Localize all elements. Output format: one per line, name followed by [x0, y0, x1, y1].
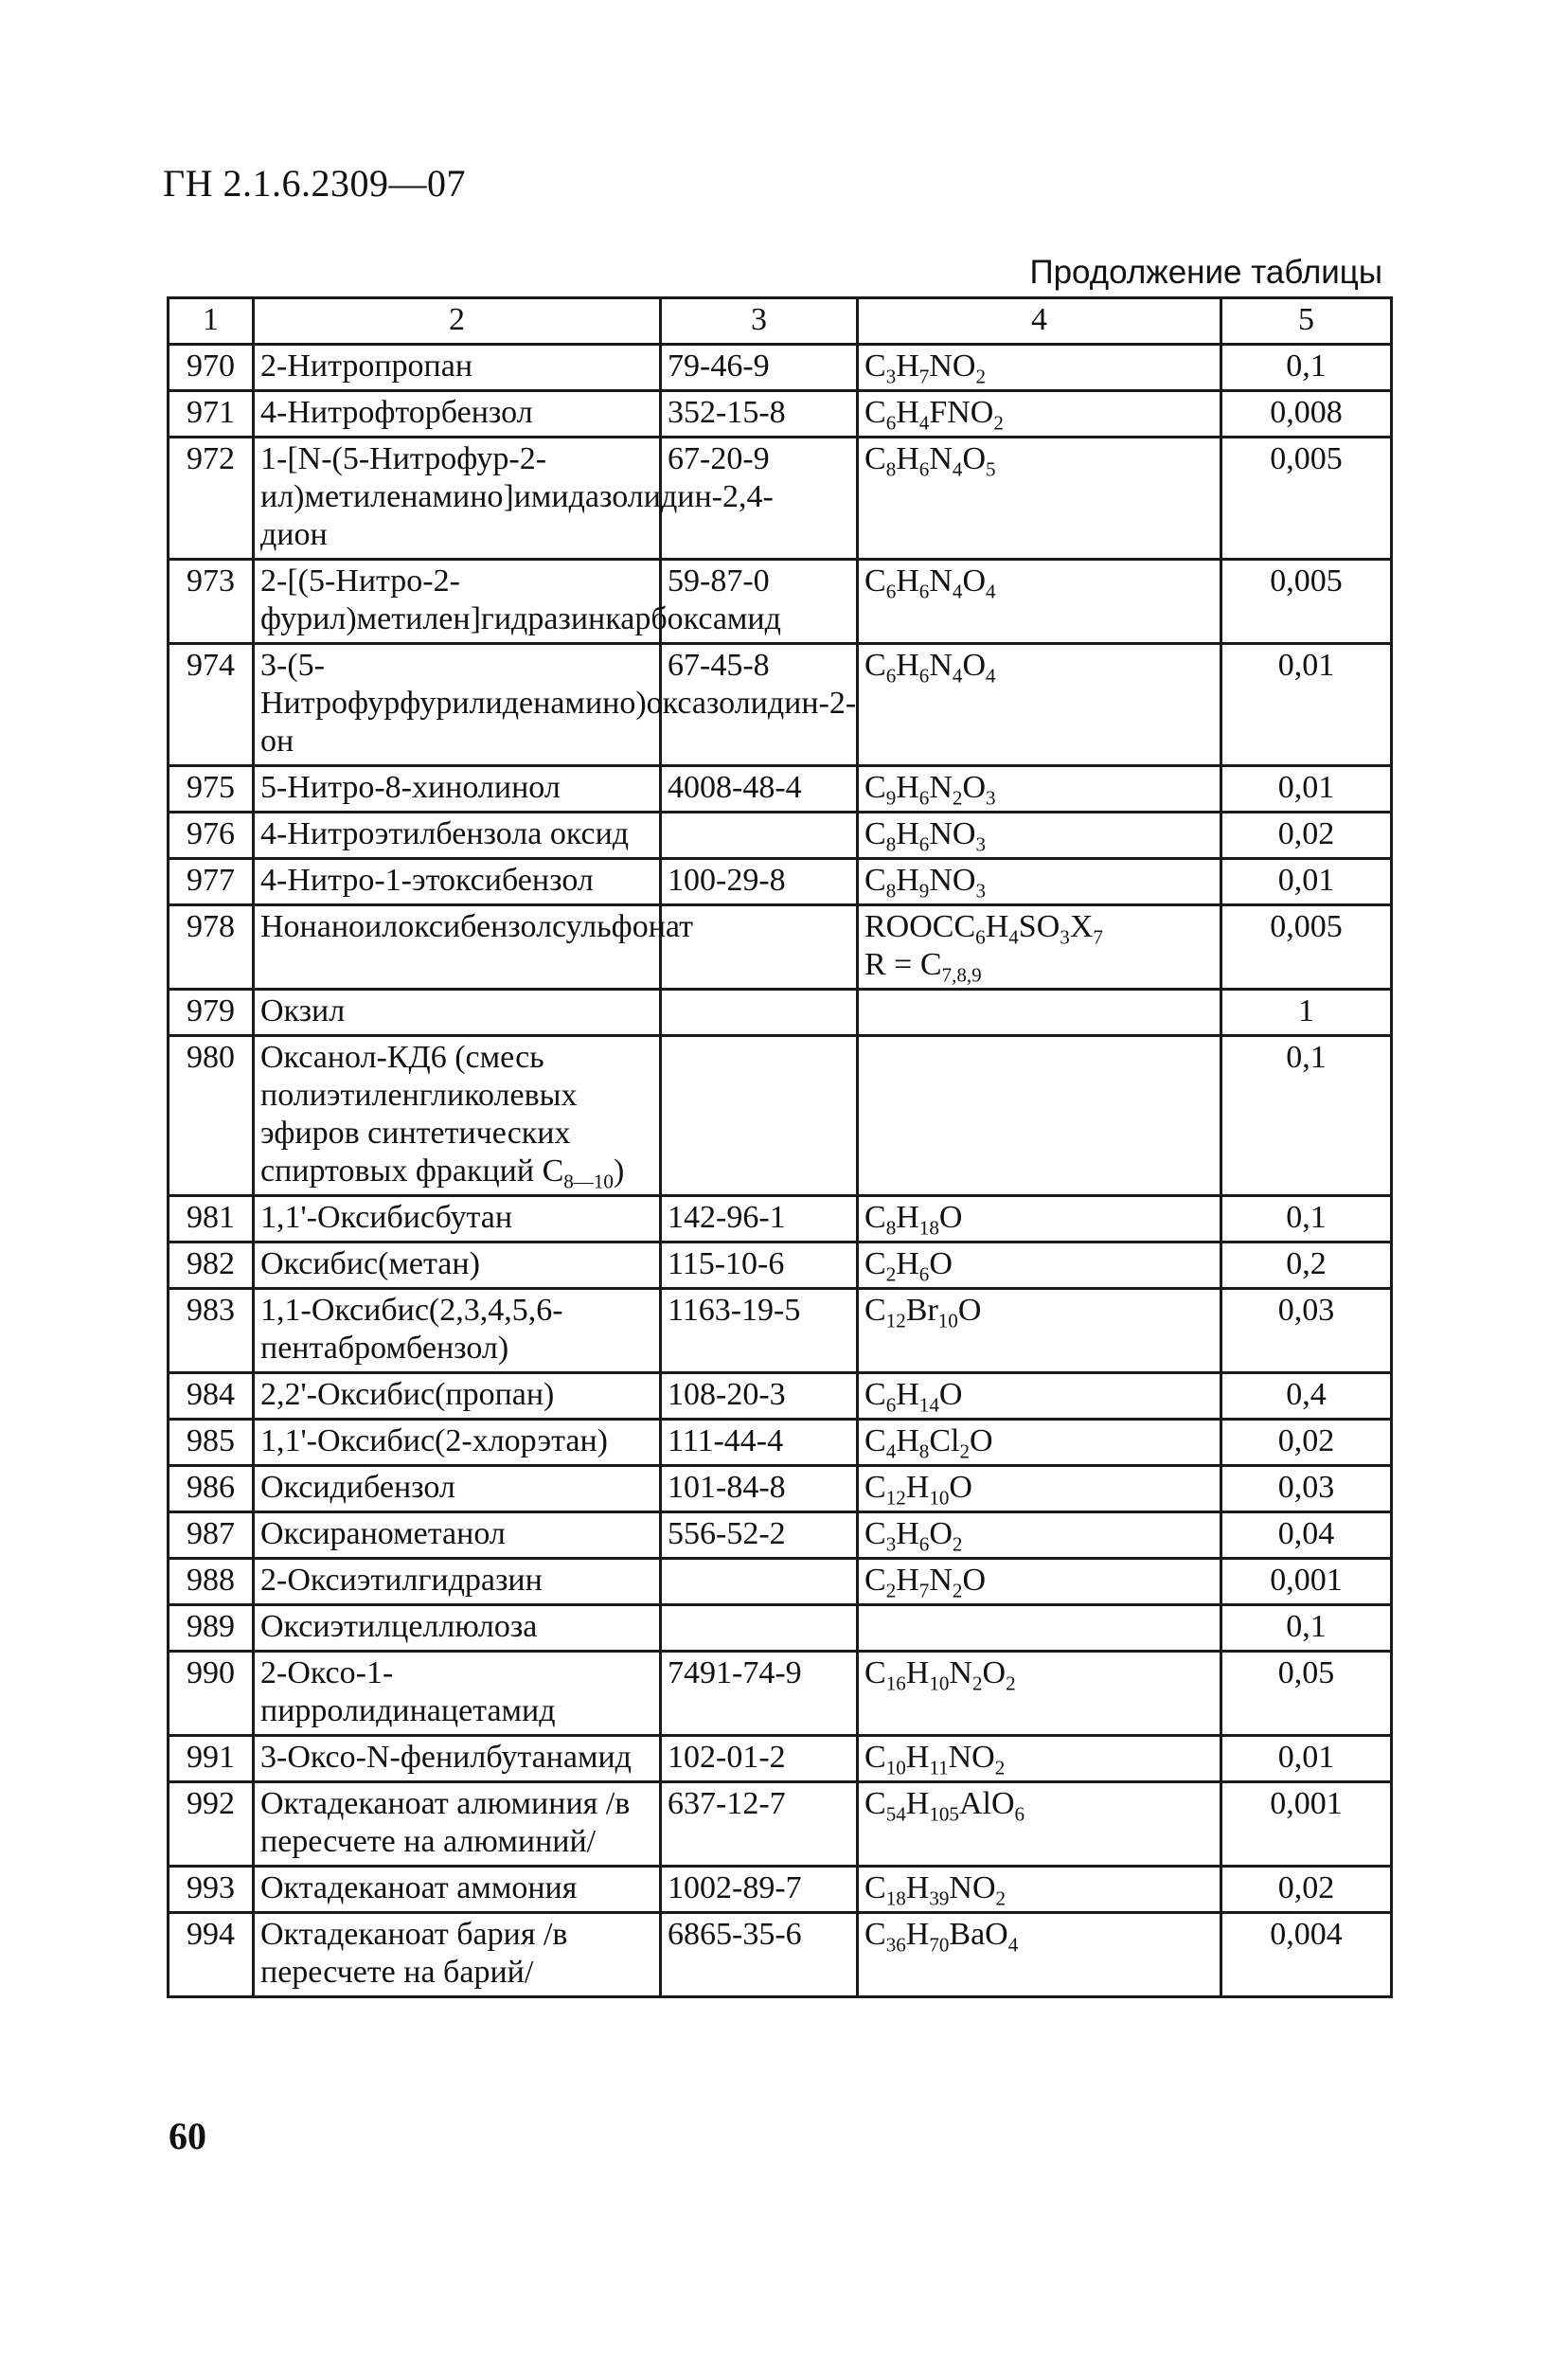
table-row	[169, 1373, 1392, 1420]
cas-number-cell: 102-01-2	[661, 1736, 858, 1782]
formula-cell	[858, 1036, 1221, 1196]
table-row	[169, 644, 1392, 766]
table-row	[169, 438, 1392, 560]
table-row	[169, 391, 1392, 438]
table-row	[169, 1036, 1392, 1196]
formula-cell: $C_6H_6N_4O_4$	[858, 644, 1221, 766]
formula-cell: $C_8H_6NO_3$	[858, 813, 1221, 859]
substance-name-cell: Октадеканоат бария /в пересчете на барий/	[254, 1913, 661, 1997]
row-number-cell: 988	[169, 1559, 254, 1605]
document-code-header: ГН 2.1.6.2309—07	[163, 162, 467, 205]
substance-name-cell: 4-Нитрофторбензол	[254, 391, 661, 438]
row-number-cell: 989	[169, 1605, 254, 1652]
substance-name-cell: 1,1-Оксибис(2,3,4,5,6-пентабромбензол)	[254, 1289, 661, 1373]
formula-cell: $C_{10}H_{11}NO_2$	[858, 1736, 1221, 1782]
formula-cell: $C_2H_6O$	[858, 1243, 1221, 1289]
formula-cell: $ROOCC_6H_4SO_3X_7$ $R = C_{7,8,9}$	[858, 905, 1221, 990]
cas-number-cell: 556-52-2	[661, 1512, 858, 1559]
table-body	[169, 345, 1392, 1997]
substance-name-cell: 1-[N-(5-Нитрофур-2-ил)метиленамино]имидазолидин-2,4-дион	[254, 438, 661, 560]
cas-number-cell: 59-87-0	[661, 560, 858, 644]
cas-number-cell	[661, 990, 858, 1036]
formula-note: $R = C_{7,8,9}$	[864, 947, 982, 987]
cas-number-cell: 67-20-9	[661, 438, 858, 560]
substance-name-cell: Оксибис(метан)	[254, 1243, 661, 1289]
table-row	[169, 1605, 1392, 1652]
row-number-cell: 987	[169, 1512, 254, 1559]
value-cell: 0,005	[1221, 905, 1392, 990]
substances-table	[167, 296, 1393, 1998]
row-number-cell: 971	[169, 391, 254, 438]
formula-cell: $C_2H_7N_2O$	[858, 1559, 1221, 1605]
formula-cell	[858, 1605, 1221, 1652]
cas-number-cell: 142-96-1	[661, 1196, 858, 1243]
formula-cell: $C_6H_4FNO_2$	[858, 391, 1221, 438]
value-cell: 0,05	[1221, 1652, 1392, 1736]
substance-name-cell: Оксидибензол	[254, 1466, 661, 1512]
cas-number-cell: 108-20-3	[661, 1373, 858, 1420]
substance-name-cell: 3-Оксо-N-фенилбутанамид	[254, 1736, 661, 1782]
table-continuation-label: Продолжение таблицы	[1029, 254, 1382, 291]
table-row	[169, 1913, 1392, 1997]
cas-number-cell	[661, 1559, 858, 1605]
cas-number-cell	[661, 813, 858, 859]
row-number-cell: 985	[169, 1420, 254, 1466]
value-cell: 0,1	[1221, 1036, 1392, 1196]
cas-number-cell: 4008-48-4	[661, 766, 858, 813]
table-row	[169, 990, 1392, 1036]
substance-name-cell: 1,1'-Оксибисбутан	[254, 1196, 661, 1243]
column-header: 1	[169, 298, 254, 345]
row-number-cell: 980	[169, 1036, 254, 1196]
substance-name-cell: 2-Нитропропан	[254, 345, 661, 391]
value-cell: 0,01	[1221, 859, 1392, 905]
value-cell: 0,03	[1221, 1289, 1392, 1373]
row-number-cell: 979	[169, 990, 254, 1036]
row-number-cell: 972	[169, 438, 254, 560]
substance-name-cell: 2-Оксо-1-пирролидинацетамид	[254, 1652, 661, 1736]
value-cell: 0,005	[1221, 560, 1392, 644]
cas-number-cell: 6865-35-6	[661, 1913, 858, 1997]
row-number-cell: 976	[169, 813, 254, 859]
column-header: 5	[1221, 298, 1392, 345]
table-row	[169, 766, 1392, 813]
row-number-cell: 978	[169, 905, 254, 990]
value-cell: 0,001	[1221, 1782, 1392, 1867]
substance-name-cell: Нонаноилоксибензолсульфонат	[254, 905, 661, 990]
substance-name-cell: Октадеканоат алюминия /в пересчете на алюминий/	[254, 1782, 661, 1867]
formula-cell: $C_6H_{14}O$	[858, 1373, 1221, 1420]
row-number-cell: 991	[169, 1736, 254, 1782]
table-row	[169, 1559, 1392, 1605]
formula-cell: $C_{12}Br_{10}O$	[858, 1289, 1221, 1373]
row-number-cell: 984	[169, 1373, 254, 1420]
substance-name-cell: 2,2'-Оксибис(пропан)	[254, 1373, 661, 1420]
cas-number-cell	[661, 1605, 858, 1652]
substance-name-cell: 2-[(5-Нитро-2-фурил)метилен]гидразинкарбоксамид	[254, 560, 661, 644]
value-cell: 0,1	[1221, 345, 1392, 391]
value-cell: 0,1	[1221, 1196, 1392, 1243]
formula-cell: $C_{18}H_{39}NO_2$	[858, 1867, 1221, 1913]
formula-cell: $C_8H_9NO_3$	[858, 859, 1221, 905]
row-number-cell: 992	[169, 1782, 254, 1867]
substance-name-cell: Оксанол-КД6 (смесь полиэтиленгликолевых эфиров синтетических спиртовых фракций $C_{8—10}$)	[254, 1036, 661, 1196]
substance-name-cell: 5-Нитро-8-хинолинол	[254, 766, 661, 813]
row-number-cell: 974	[169, 644, 254, 766]
formula-cell: $C_4H_8Cl_2O$	[858, 1420, 1221, 1466]
substance-name-cell: Оксиранометанол	[254, 1512, 661, 1559]
formula-cell: $C_9H_6N_2O_3$	[858, 766, 1221, 813]
formula-cell: $C_3H_6O_2$	[858, 1512, 1221, 1559]
page-number: 60	[169, 2115, 206, 2157]
value-cell: 0,004	[1221, 1913, 1392, 1997]
cas-number-cell: 100-29-8	[661, 859, 858, 905]
formula-cell: $C_3H_7NO_2$	[858, 345, 1221, 391]
table-row	[169, 1782, 1392, 1867]
row-number-cell: 975	[169, 766, 254, 813]
value-cell: 0,02	[1221, 813, 1392, 859]
formula-cell: $C_{36}H_{70}BaO_4$	[858, 1913, 1221, 1997]
value-cell: 0,02	[1221, 1420, 1392, 1466]
row-number-cell: 993	[169, 1867, 254, 1913]
table-row	[169, 905, 1392, 990]
table-row	[169, 1243, 1392, 1289]
table-row	[169, 1867, 1392, 1913]
value-cell: 0,001	[1221, 1559, 1392, 1605]
table-row	[169, 345, 1392, 391]
formula-cell: $C_8H_{18}O$	[858, 1196, 1221, 1243]
formula-cell: $C_{54}H_{105}AlO_6$	[858, 1782, 1221, 1867]
table-row	[169, 1512, 1392, 1559]
table-row	[169, 1736, 1392, 1782]
table-header-row	[169, 298, 1392, 345]
substance-name-cell: 4-Нитроэтилбензола оксид	[254, 813, 661, 859]
cas-number-cell: 101-84-8	[661, 1466, 858, 1512]
substance-name-cell: Оксиэтилцеллюлоза	[254, 1605, 661, 1652]
table-row	[169, 560, 1392, 644]
value-cell: 0,01	[1221, 1736, 1392, 1782]
table-row	[169, 859, 1392, 905]
substance-name-cell: Окзил	[254, 990, 661, 1036]
column-header: 2	[254, 298, 661, 345]
row-number-cell: 970	[169, 345, 254, 391]
table-row	[169, 1420, 1392, 1466]
formula-cell: $C_{16}H_{10}N_2O_2$	[858, 1652, 1221, 1736]
row-number-cell: 982	[169, 1243, 254, 1289]
substance-name-cell: 2-Оксиэтилгидразин	[254, 1559, 661, 1605]
row-number-cell: 973	[169, 560, 254, 644]
value-cell: 1	[1221, 990, 1392, 1036]
value-cell: 0,03	[1221, 1466, 1392, 1512]
value-cell: 0,02	[1221, 1867, 1392, 1913]
table-row	[169, 1652, 1392, 1736]
substance-name-cell: 1,1'-Оксибис(2-хлорэтан)	[254, 1420, 661, 1466]
cas-number-cell: 1002-89-7	[661, 1867, 858, 1913]
cas-number-cell: 111-44-4	[661, 1420, 858, 1466]
table-row	[169, 1196, 1392, 1243]
value-cell: 0,1	[1221, 1605, 1392, 1652]
row-number-cell: 981	[169, 1196, 254, 1243]
formula-cell	[858, 990, 1221, 1036]
value-cell: 0,4	[1221, 1373, 1392, 1420]
formula-cell: $C_{12}H_{10}O$	[858, 1466, 1221, 1512]
value-cell: 0,04	[1221, 1512, 1392, 1559]
cas-number-cell: 7491-74-9	[661, 1652, 858, 1736]
cas-number-cell: 637-12-7	[661, 1782, 858, 1867]
row-number-cell: 986	[169, 1466, 254, 1512]
row-number-cell: 994	[169, 1913, 254, 1997]
cas-number-cell: 67-45-8	[661, 644, 858, 766]
substance-name-cell: 3-(5-Нитрофурфурилиденамино)оксазолидин-2-он	[254, 644, 661, 766]
formula-cell: $C_6H_6N_4O_4$	[858, 560, 1221, 644]
table-row	[169, 1289, 1392, 1373]
row-number-cell: 983	[169, 1289, 254, 1373]
substance-name-cell: 4-Нитро-1-этоксибензол	[254, 859, 661, 905]
cas-number-cell	[661, 1036, 858, 1196]
cas-number-cell: 79-46-9	[661, 345, 858, 391]
row-number-cell: 990	[169, 1652, 254, 1736]
value-cell: 0,008	[1221, 391, 1392, 438]
cas-number-cell: 1163-19-5	[661, 1289, 858, 1373]
column-header: 3	[661, 298, 858, 345]
substance-name-cell: Октадеканоат аммония	[254, 1867, 661, 1913]
formula-cell: $C_8H_6N_4O_5$	[858, 438, 1221, 560]
cas-number-cell: 115-10-6	[661, 1243, 858, 1289]
table-row	[169, 813, 1392, 859]
column-header: 4	[858, 298, 1221, 345]
value-cell: 0,005	[1221, 438, 1392, 560]
value-cell: 0,01	[1221, 644, 1392, 766]
cas-number-cell: 352-15-8	[661, 391, 858, 438]
value-cell: 0,2	[1221, 1243, 1392, 1289]
row-number-cell: 977	[169, 859, 254, 905]
value-cell: 0,01	[1221, 766, 1392, 813]
table-row	[169, 1466, 1392, 1512]
